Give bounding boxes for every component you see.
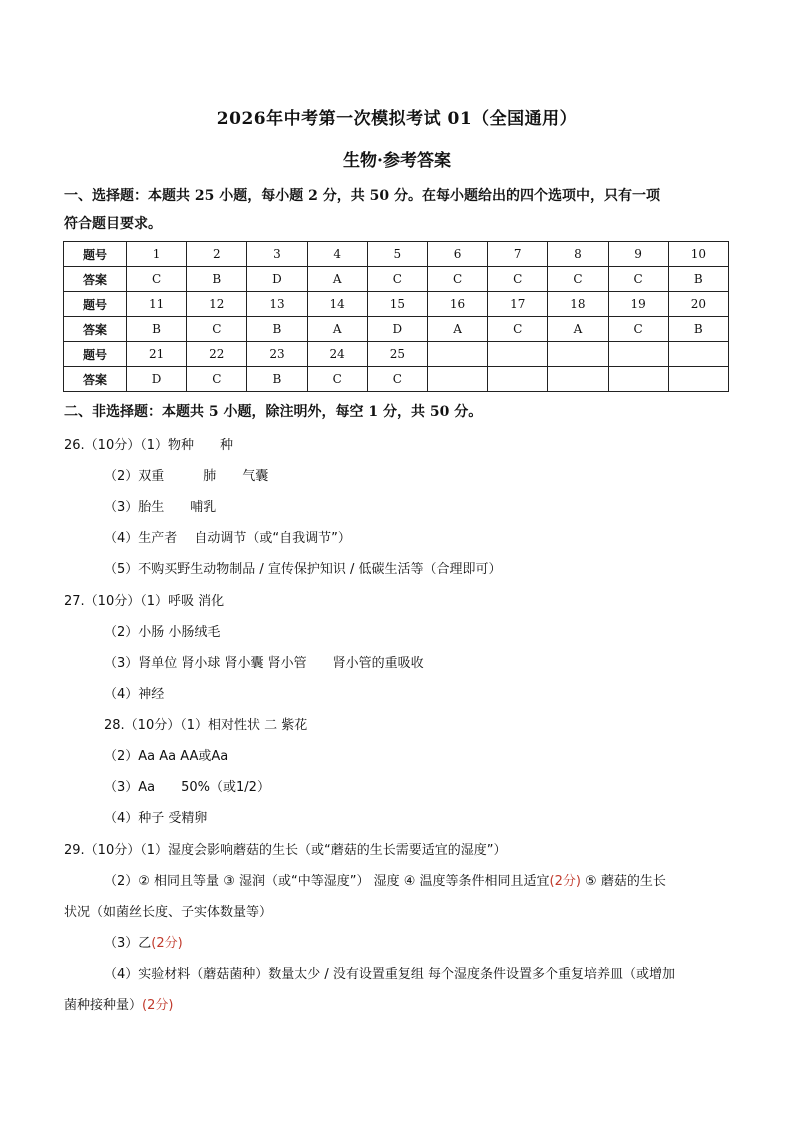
- table-cell: 10: [668, 242, 728, 267]
- row-label: 题号: [64, 342, 127, 367]
- q29-line6-text: 菌种接种量）: [64, 998, 143, 1013]
- table-cell: B: [247, 367, 307, 392]
- q29-line5: （4）实验材料（蘑菇菌种）数量太少 / 没有设置重复组 每个湿度条件设置多个重复培养皿（或增加: [104, 967, 676, 982]
- table-cell: 24: [307, 342, 367, 367]
- q29-line6: [64, 994, 173, 1013]
- answer-table-row: [64, 317, 729, 342]
- answer-table-row: [64, 367, 729, 392]
- table-cell: C: [367, 367, 427, 392]
- table-cell: D: [127, 367, 187, 392]
- table-cell: B: [668, 267, 728, 292]
- table-cell: [548, 342, 608, 367]
- table-cell: B: [247, 317, 307, 342]
- table-cell: 16: [427, 292, 487, 317]
- table-cell: 17: [488, 292, 548, 317]
- q29-line2-tail: ⑤ 蘑菇的生长: [580, 874, 666, 889]
- table-cell: D: [247, 267, 307, 292]
- table-cell: 21: [127, 342, 187, 367]
- table-cell: 13: [247, 292, 307, 317]
- q29-line4: [104, 932, 183, 951]
- table-cell: D: [367, 317, 427, 342]
- row-label: 题号: [64, 242, 127, 267]
- score-note: (2分): [142, 998, 174, 1013]
- table-cell: 15: [367, 292, 427, 317]
- table-cell: [427, 342, 487, 367]
- table-cell: 20: [668, 292, 728, 317]
- table-cell: 8: [548, 242, 608, 267]
- table-cell: C: [187, 367, 247, 392]
- table-cell: 3: [247, 242, 307, 267]
- table-cell: B: [668, 317, 728, 342]
- answer-table-row: [64, 267, 729, 292]
- table-cell: C: [608, 267, 668, 292]
- q29-line1: 29.（10分）（1）湿度会影响蘑菇的生长（或“蘑菇的生长需要适宜的湿度”）: [64, 843, 507, 858]
- table-cell: 22: [187, 342, 247, 367]
- q26-line3: （3）胎生 哺乳: [104, 500, 217, 515]
- table-cell: 18: [548, 292, 608, 317]
- row-label: 题号: [64, 292, 127, 317]
- table-cell: 9: [608, 242, 668, 267]
- score-note: (2分): [549, 874, 581, 889]
- q29-line3: 状况（如菌丝长度、子实体数量等）: [64, 905, 273, 920]
- answer-table-row: [64, 342, 729, 367]
- table-cell: 5: [367, 242, 427, 267]
- table-cell: A: [307, 317, 367, 342]
- table-cell: A: [307, 267, 367, 292]
- q27-line2: （2）小肠 小肠绒毛: [104, 625, 221, 640]
- q26-line2: （2）双重 肺 气囊: [104, 469, 269, 484]
- q29-line2-text: （2）② 相同且等量 ③ 湿润（或“中等湿度”） 湿度 ④ 温度等条件相同且适宜: [104, 874, 550, 889]
- table-cell: 19: [608, 292, 668, 317]
- answer-table-row: [64, 292, 729, 317]
- q27-line4: （4）神经: [104, 687, 165, 702]
- q27-line1: 27.（10分）（1）呼吸 消化: [64, 594, 225, 609]
- q28-line3: （3）Aa 50%（或1/2）: [104, 780, 270, 795]
- row-label: 答案: [64, 317, 127, 342]
- table-cell: [427, 367, 487, 392]
- table-cell: C: [427, 267, 487, 292]
- section1-heading-line2: 符合题目要求。: [64, 216, 162, 232]
- row-label: 答案: [64, 267, 127, 292]
- table-cell: 25: [367, 342, 427, 367]
- table-cell: A: [427, 317, 487, 342]
- table-cell: 14: [307, 292, 367, 317]
- q29-line4-text: （3）乙: [104, 936, 152, 951]
- table-cell: [488, 342, 548, 367]
- table-cell: C: [548, 267, 608, 292]
- table-cell: 7: [488, 242, 548, 267]
- table-cell: C: [488, 267, 548, 292]
- table-cell: 23: [247, 342, 307, 367]
- section2-heading: 二、非选择题：本题共 5 小题，除注明外，每空 1 分，共 50 分。: [64, 404, 483, 420]
- table-cell: C: [488, 317, 548, 342]
- score-note: (2分): [151, 936, 183, 951]
- table-cell: 11: [127, 292, 187, 317]
- table-cell: 4: [307, 242, 367, 267]
- table-cell: C: [367, 267, 427, 292]
- q28-line2: （2）Aa Aa AA或Aa: [104, 749, 229, 764]
- table-cell: [668, 342, 728, 367]
- table-cell: A: [548, 317, 608, 342]
- table-cell: B: [127, 317, 187, 342]
- table-cell: [548, 367, 608, 392]
- answer-table: [63, 241, 729, 392]
- table-cell: C: [127, 267, 187, 292]
- q26-line5: （5）不购买野生动物制品 / 宣传保护知识 / 低碳生活等（合理即可）: [104, 562, 502, 577]
- row-label: 答案: [64, 367, 127, 392]
- q28-line4: （4）种子 受精卵: [104, 811, 208, 826]
- page-title: 2026年中考第一次模拟考试 01（全国通用）: [216, 109, 578, 129]
- table-cell: [608, 367, 668, 392]
- table-cell: [608, 342, 668, 367]
- q26-line1: 26.（10分）（1）物种 种: [64, 438, 233, 453]
- table-cell: [668, 367, 728, 392]
- table-cell: 1: [127, 242, 187, 267]
- table-cell: C: [187, 317, 247, 342]
- table-cell: B: [187, 267, 247, 292]
- section1-heading-line1: 一、选择题：本题共 25 小题，每小题 2 分，共 50 分。在每小题给出的四个选项中，只有一项: [64, 188, 660, 204]
- table-cell: [488, 367, 548, 392]
- page-subtitle: 生物·参考答案: [343, 151, 451, 171]
- q26-line4: （4）生产者 自动调节（或“自我调节”）: [104, 531, 351, 546]
- table-cell: C: [307, 367, 367, 392]
- q27-line3: （3）肾单位 肾小球 肾小囊 肾小管 肾小管的重吸收: [104, 656, 424, 671]
- table-cell: C: [608, 317, 668, 342]
- answer-table-row: [64, 242, 729, 267]
- q28-line1: 28.（10分）（1）相对性状 二 紫花: [104, 718, 308, 733]
- table-cell: 12: [187, 292, 247, 317]
- table-cell: 6: [427, 242, 487, 267]
- table-cell: 2: [187, 242, 247, 267]
- q29-line2: [104, 870, 666, 889]
